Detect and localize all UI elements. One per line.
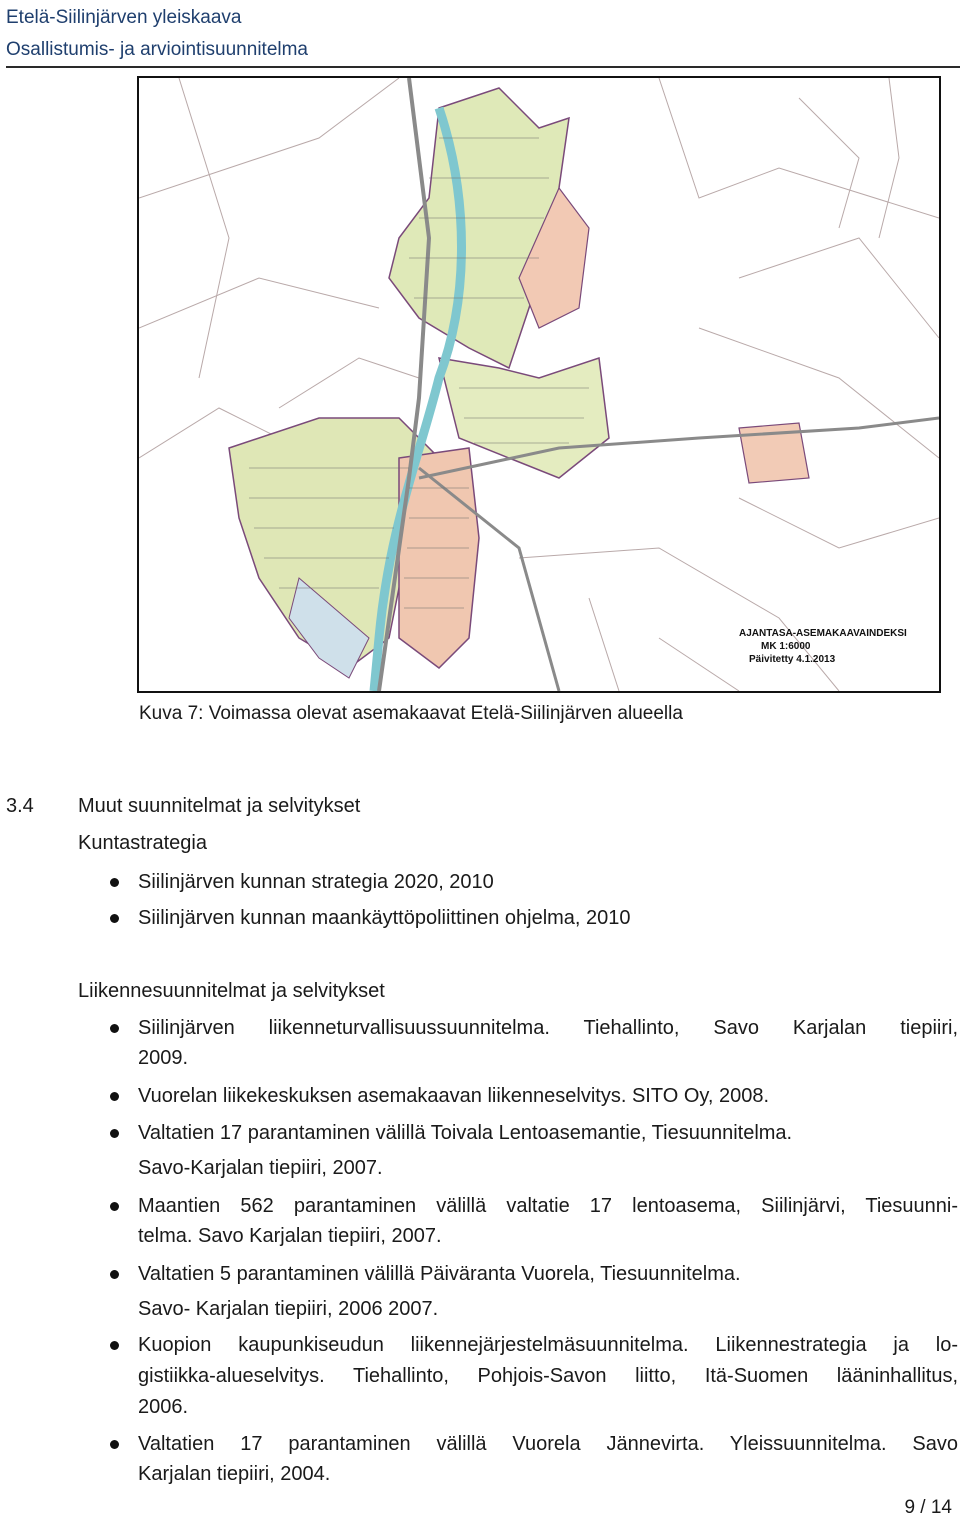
bullet-icon	[110, 878, 119, 887]
header-divider	[6, 66, 960, 68]
subheading-liikenne: Liikennesuunnitelmat ja selvitykset	[78, 980, 385, 1002]
section-number: 3.4	[6, 795, 34, 817]
subheading-kuntastrategia: Kuntastrategia	[78, 832, 207, 854]
map-legend-scale: MK 1:6000	[761, 641, 811, 652]
page-header	[6, 2, 308, 66]
figure-caption: Kuva 7: Voimassa olevat asemakaavat Etelä-Siilinjärven alueella	[139, 703, 683, 724]
map-legend-updated: Päivitetty 4.1.2013	[749, 654, 836, 665]
header-subtitle: Osallistumis- ja arviointisuunnitelma	[6, 39, 308, 60]
bullet-icon	[110, 1024, 119, 1033]
bullet-icon	[110, 1440, 119, 1449]
section-heading	[6, 795, 360, 818]
bullet-icon	[110, 1270, 119, 1279]
page-number: 9 / 14	[904, 1497, 952, 1518]
bullet-icon	[110, 914, 119, 923]
zoning-map-drawing	[139, 78, 939, 691]
bullet-icon	[110, 1341, 119, 1350]
section-title: Muut suunnitelmat ja selvitykset	[78, 795, 361, 817]
bullet-icon	[110, 1202, 119, 1211]
map-legend-title: AJANTASA-ASEMAKAAVAINDEKSI	[739, 628, 907, 639]
header-title: Etelä-Siilinjärven yleiskaava	[6, 7, 242, 28]
bullet-icon	[110, 1129, 119, 1138]
zoning-map	[137, 76, 941, 693]
bullet-icon	[110, 1092, 119, 1101]
